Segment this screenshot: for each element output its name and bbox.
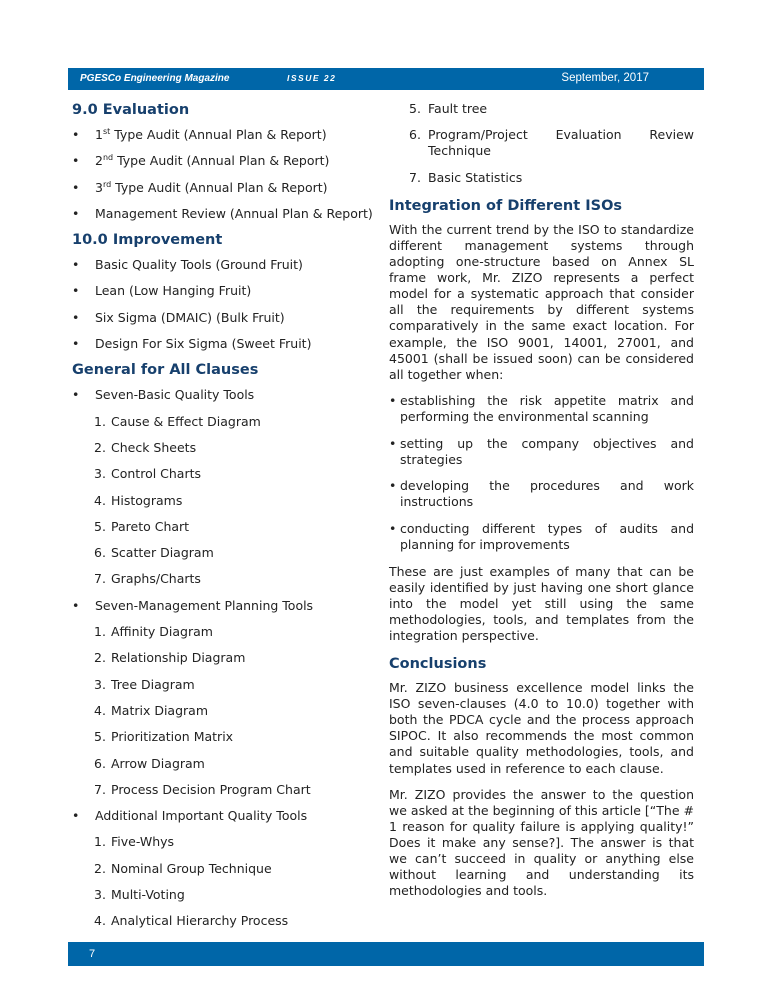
group-title: • Seven-Management Planning Tools bbox=[72, 597, 314, 613]
list-item: • Basic Quality Tools (Ground Fruit) bbox=[72, 257, 303, 273]
group-title: • Additional Important Quality Tools bbox=[72, 808, 308, 824]
list-item: • establishing the risk appetite matrix and performing the environmental scanning bbox=[389, 392, 694, 424]
page-footer bbox=[68, 942, 704, 966]
integration-heading: Integration of Different ISOs bbox=[389, 197, 623, 214]
list-item: • Six Sigma (DMAIC) (Bulk Fruit) bbox=[72, 309, 285, 325]
evaluation-heading: 9.0 Evaluation bbox=[72, 102, 190, 118]
numbered-item: 1. Five-Whys bbox=[94, 834, 175, 850]
numbered-item: 3. Tree Diagram bbox=[94, 676, 195, 692]
left-column bbox=[72, 100, 382, 938]
issue-label: ISSUE 22 bbox=[287, 73, 337, 83]
numbered-item: 4. Analytical Hierarchy Process bbox=[94, 913, 289, 929]
page-number: 7 bbox=[89, 948, 96, 960]
list-item: • 3rd Type Audit (Annual Plan & Report) bbox=[72, 179, 328, 195]
integration-intro: With the current trend by the ISO to standardize different management systems through adopting one-structure based on Annex SL frame work, Mr. ZIZO represents a perfect model for a systematic approach that consider all the requirements by different systems comparatively in the same exact location. For example, the ISO 9001, 14001, 27001, and 45001 (shall be issued soon) can be considered all together when: bbox=[389, 221, 694, 382]
numbered-item: 5. Pareto Chart bbox=[94, 518, 190, 534]
numbered-item: 3. Multi-Voting bbox=[94, 887, 185, 903]
conclusions-heading: Conclusions bbox=[389, 656, 487, 673]
numbered-item: 2. Relationship Diagram bbox=[94, 650, 246, 666]
conclusions-paragraph-1: Mr. ZIZO business excellence model links the ISO seven-clauses (4.0 to 10.0) together with both the PDCA cycle and the process approach SIPOC. It also recommends the most common and suitable quality methodologies, tools, and templates used in reference to each clause. bbox=[389, 680, 694, 776]
list-item: • conducting different types of audits and planning for improvements bbox=[389, 520, 694, 552]
list-item: • 1st Type Audit (Annual Plan & Report) bbox=[72, 126, 327, 142]
issue-date: September, 2017 bbox=[561, 72, 649, 84]
general-heading: General for All Clauses bbox=[72, 362, 259, 379]
magazine-title: PGESCo Engineering Magazine bbox=[80, 73, 230, 84]
numbered-item: 2. Nominal Group Technique bbox=[94, 860, 272, 876]
right-column bbox=[389, 100, 694, 909]
numbered-item: 6. Program/Project Evaluation Review Technique bbox=[409, 127, 694, 159]
list-item: • developing the procedures and work instructions bbox=[389, 478, 694, 510]
list-item: • Design For Six Sigma (Sweet Fruit) bbox=[72, 336, 312, 352]
numbered-item: 4. Histograms bbox=[94, 492, 183, 508]
numbered-item: 5. Prioritization Matrix bbox=[94, 729, 234, 745]
numbered-item: 3. Control Charts bbox=[94, 466, 202, 482]
numbered-item: 7. Basic Statistics bbox=[409, 169, 523, 185]
numbered-item: 1. Cause & Effect Diagram bbox=[94, 413, 261, 429]
conclusions-paragraph-2: Mr. ZIZO provides the answer to the question we asked at the beginning of this article [“The # 1 reason for quality failure is applying quality!” Does it make any sense?]. The answer is that we can’t succeed in quality or anything else without learning and understanding its methodologies and tools. bbox=[389, 786, 694, 899]
numbered-item: 7. Process Decision Program Chart bbox=[94, 781, 311, 797]
page-header bbox=[68, 68, 704, 90]
list-item: • Management Review (Annual Plan & Report) bbox=[72, 205, 373, 221]
list-item: • setting up the company objectives and strategies bbox=[389, 435, 694, 467]
numbered-item: 1. Affinity Diagram bbox=[94, 624, 213, 640]
improvement-heading: 10.0 Improvement bbox=[72, 232, 223, 249]
integration-outro: These are just examples of many that can be easily identified by just having one short glance into the model yet still using the same methodologies, tools, and templates from the integration perspective. bbox=[389, 563, 694, 643]
numbered-item: 7. Graphs/Charts bbox=[94, 571, 201, 587]
numbered-item: 4. Matrix Diagram bbox=[94, 702, 208, 718]
numbered-item: 6. Scatter Diagram bbox=[94, 545, 214, 561]
numbered-item: 6. Arrow Diagram bbox=[94, 755, 205, 771]
list-item: • 2nd Type Audit (Annual Plan & Report) bbox=[72, 153, 330, 169]
list-item: • Lean (Low Hanging Fruit) bbox=[72, 283, 252, 299]
numbered-item: 5. Fault tree bbox=[409, 101, 488, 116]
group-title: • Seven-Basic Quality Tools bbox=[72, 387, 255, 403]
numbered-item: 2. Check Sheets bbox=[94, 439, 197, 455]
